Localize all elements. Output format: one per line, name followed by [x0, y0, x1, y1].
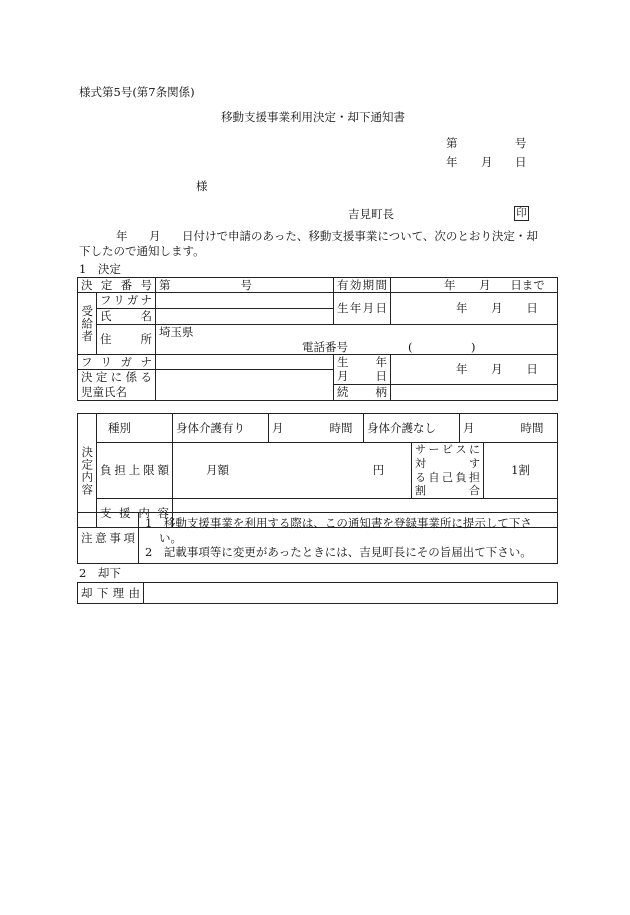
self-pay-ratio-label: サービスに対す る自己負担割合 [412, 443, 484, 499]
name-field [156, 308, 334, 324]
notes-label: 注意事項 [78, 513, 139, 564]
intro-text-line2: 下したので通知します。 [79, 244, 205, 258]
notes-content [139, 513, 558, 564]
doc-no-dai: 第 [446, 136, 458, 150]
date-month: 月 [481, 155, 493, 169]
relation-label: 続柄 [334, 385, 391, 400]
validity-field: 年 月 日まで [391, 278, 558, 293]
dob-field: 年 月 日 [391, 293, 558, 324]
with-care-hours: 月 時間 [269, 414, 364, 443]
child-furigana-label: フリガナ [78, 354, 156, 369]
support-label: 支援内容 [97, 499, 173, 528]
address-label: 住所 [97, 324, 156, 354]
notes-table [77, 512, 558, 564]
seal-mark: 印 [514, 206, 529, 221]
decision-no-field: 第 号 [156, 278, 334, 293]
note-1-cont: い。 [159, 530, 182, 545]
address-field [156, 324, 558, 354]
furigana-field [156, 293, 334, 308]
intro-year: 年 [116, 229, 128, 243]
without-care-hours: 月 時間 [460, 414, 558, 443]
decision-table [77, 277, 558, 401]
rejection-field [144, 583, 558, 604]
child-name-label: 決定に係る 児童氏名 [78, 370, 156, 400]
rejection-table [77, 582, 558, 604]
phone-label: 電話番号 [302, 339, 348, 354]
name-label: 氏名 [97, 308, 156, 324]
self-pay-ratio-value: 1割 [484, 443, 558, 499]
date-day: 日 [515, 155, 527, 169]
form-number: 様式第5号(第7条関係) [79, 85, 195, 99]
phone-open-paren: ( [408, 339, 413, 354]
issuer-name: 吉見町長 [348, 207, 394, 221]
address-value: 埼玉県 [159, 324, 194, 339]
furigana-label: フリガナ [97, 293, 156, 308]
child-name-field [156, 370, 334, 400]
recipient-label: 受給者 [78, 293, 97, 354]
type-label: 種別 [97, 414, 173, 443]
section-rejection: 2 却下 [79, 566, 121, 580]
limit-label: 負担上限額 [97, 443, 173, 499]
decision-content-label: 決定内容 [78, 414, 97, 528]
child-dob-field: 年 月 日 [391, 354, 558, 384]
date-year: 年 [446, 155, 458, 169]
note-2: 2 記載事項等に変更があったときには、吉見町長にその旨届出て下さい。 [145, 545, 532, 560]
with-care-label: 身体介護有り [173, 414, 269, 443]
decision-no-label: 決定番号 [78, 278, 156, 293]
phone-close-paren: ) [471, 339, 476, 354]
intro-month: 月 [149, 229, 161, 243]
intro-text: 日付けで申請のあった、移動支援事業について、次のとおり決定・却 [182, 229, 538, 243]
rejection-label: 却下理由 [78, 583, 144, 604]
addressee-suffix: 様 [196, 179, 208, 193]
limit-field: 月額 円 [173, 443, 412, 499]
validity-label: 有効期間 [334, 278, 391, 293]
note-1: 1 移動支援事業を利用する際は、この通知書を登録事業所に提示して下さ [145, 515, 532, 530]
decision-content-table [77, 413, 558, 528]
document-title: 移動支援事業利用決定・却下通知書 [221, 110, 405, 124]
relation-field [391, 385, 558, 400]
dob-label: 生年月日 [334, 293, 391, 324]
doc-no-go: 号 [515, 136, 527, 150]
child-furigana-field [156, 354, 334, 369]
child-dob-label: 生年 月日 [334, 354, 391, 384]
without-care-label: 身体介護なし [364, 414, 460, 443]
section-decision: 1 決定 [79, 262, 121, 276]
